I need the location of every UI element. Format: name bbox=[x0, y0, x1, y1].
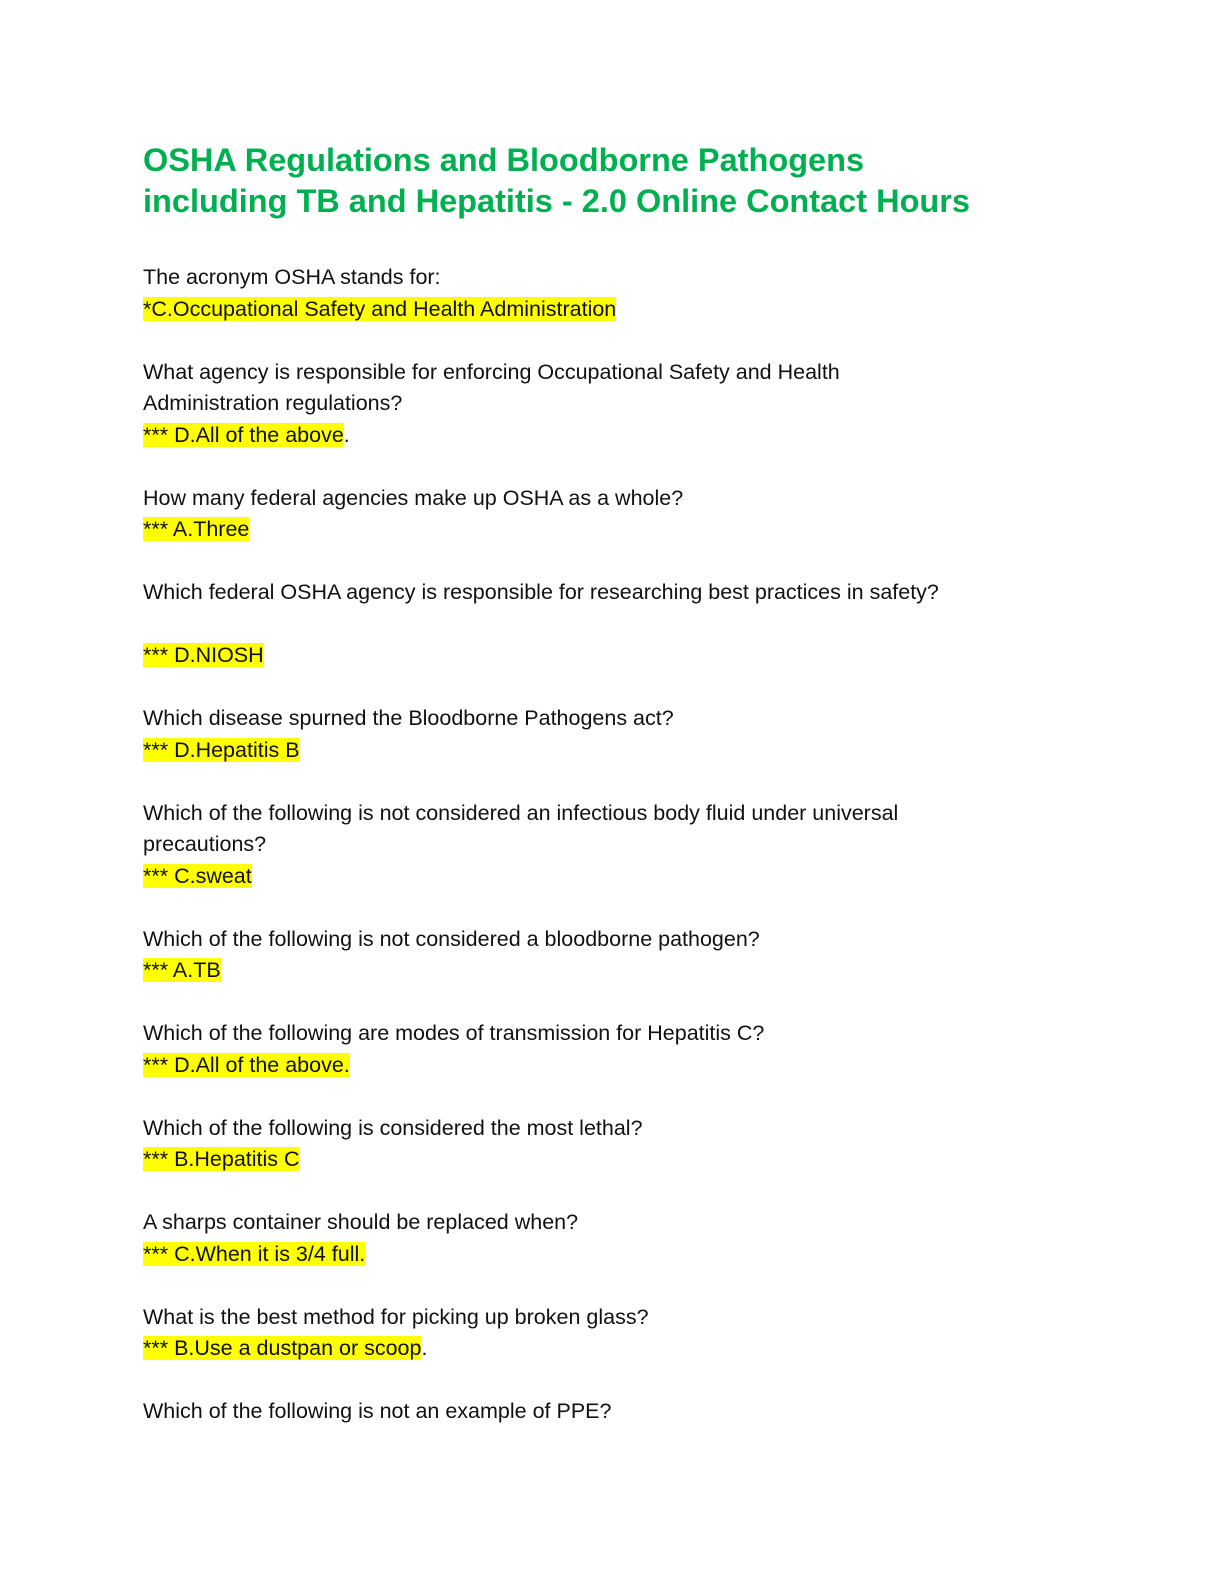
answer-text bbox=[143, 640, 1103, 672]
answer-highlight: *** D.All of the above. bbox=[143, 1052, 350, 1077]
question-text: What is the best method for picking up broken glass? bbox=[143, 1304, 649, 1329]
answer-highlight: *** D.Hepatitis B bbox=[143, 737, 300, 762]
qa-item bbox=[143, 1302, 1103, 1365]
answer-tail: . bbox=[343, 422, 350, 447]
document-page bbox=[143, 140, 1103, 1459]
question-text: Which of the following is not an example of PPE? bbox=[143, 1399, 612, 1423]
question-text: A sharps container should be replaced when? bbox=[143, 1210, 579, 1234]
title-line-1: OSHA Regulations and Bloodborne Pathogens bbox=[143, 142, 865, 178]
answer-highlight: *** D.NIOSH bbox=[143, 643, 264, 667]
question-text: How many federal agencies make up OSHA as a whole? bbox=[143, 485, 684, 510]
question-text: Which of the following is not considered an infectious body fluid under universal bbox=[143, 800, 899, 825]
qa-item bbox=[143, 262, 1103, 325]
answer-text bbox=[143, 1333, 1103, 1365]
title-line-2: including TB and Hepatitis - 2.0 Online Contact Hours bbox=[143, 183, 971, 219]
qa-item bbox=[143, 798, 1103, 893]
question-text: Which federal OSHA agency is responsible for researching best practices in safety? bbox=[143, 580, 939, 604]
answer-text bbox=[143, 1144, 1103, 1176]
answer-text bbox=[143, 735, 1103, 767]
qa-item bbox=[143, 1207, 1103, 1270]
answer-highlight: *** D.All of the above bbox=[143, 422, 344, 447]
answer-highlight: *** C.When it is 3/4 full. bbox=[143, 1241, 366, 1266]
question-text: Which disease spurned the Bloodborne Pathogens act? bbox=[143, 706, 674, 730]
qa-item bbox=[143, 924, 1103, 987]
answer-text bbox=[143, 514, 1103, 546]
answer-highlight: *** A.Three bbox=[143, 517, 250, 541]
answer-highlight: *C.Occupational Safety and Health Administration bbox=[143, 296, 617, 321]
qa-item bbox=[143, 483, 1103, 546]
question-text: Which of the following are modes of transmission for Hepatitis C? bbox=[143, 1021, 765, 1045]
question-text: Which of the following is not considered a bloodborne pathogen? bbox=[143, 926, 760, 951]
answer-highlight: *** A.TB bbox=[143, 958, 221, 982]
question-text: The acronym OSHA stands for: bbox=[143, 265, 441, 289]
answer-text bbox=[143, 861, 1103, 893]
answer-tail: . bbox=[421, 1336, 428, 1360]
answer-text bbox=[143, 420, 1103, 452]
answer-highlight: *** B.Use a dustpan or scoop bbox=[143, 1336, 422, 1360]
answer-text bbox=[143, 955, 1103, 987]
qa-item bbox=[143, 577, 1103, 672]
question-text: What agency is responsible for enforcing Occupational Safety and Health bbox=[143, 359, 840, 384]
qa-item bbox=[143, 1396, 1103, 1428]
question-text: Which of the following is considered the most lethal? bbox=[143, 1115, 643, 1140]
qa-item bbox=[143, 703, 1103, 766]
qa-item bbox=[143, 1018, 1103, 1081]
answer-highlight: *** C.sweat bbox=[143, 863, 252, 888]
question-text-cont: precautions? bbox=[143, 832, 267, 856]
answer-highlight: *** B.Hepatitis C bbox=[143, 1147, 300, 1171]
question-text-cont: Administration regulations? bbox=[143, 391, 403, 415]
answer-text bbox=[143, 1050, 1103, 1082]
qa-item bbox=[143, 357, 1103, 452]
answer-text bbox=[143, 294, 1103, 326]
document-title bbox=[143, 140, 1103, 222]
qa-item bbox=[143, 1113, 1103, 1176]
answer-text bbox=[143, 1239, 1103, 1271]
